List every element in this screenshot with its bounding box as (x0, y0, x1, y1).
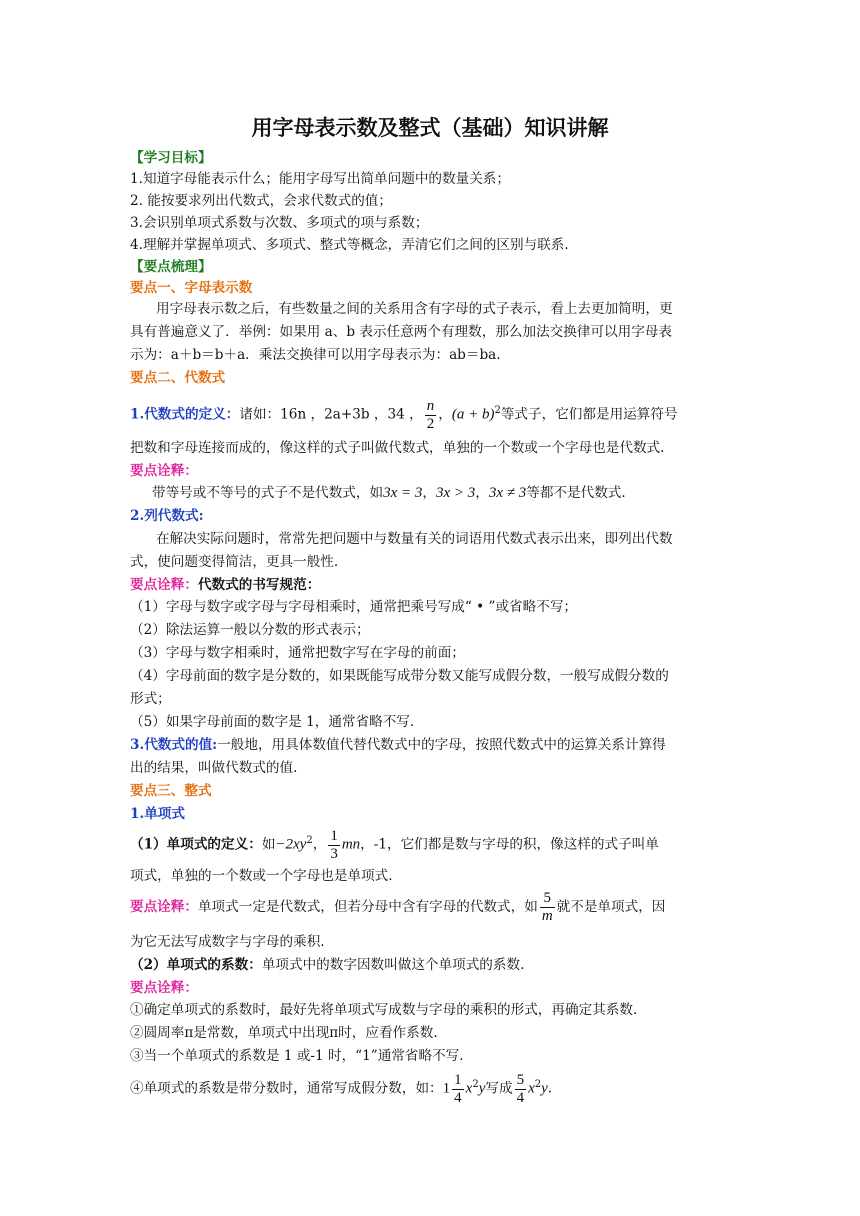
note-label-2: 要点诠释： (130, 980, 198, 996)
writing-rules-heading: 要点诠释：代数式的书写规范： (130, 577, 321, 593)
monomial-example-2: mn (341, 836, 361, 853)
goal-item-2: 2. 能按要求列出代数式，会求代数式的值； (130, 193, 392, 209)
expr-a-plus-b: (a + b) (451, 406, 495, 423)
section1-line-1: 用字母表示数之后，有些数量之间的关系用含有字母的式子表示，看上去更加简明，更 (156, 301, 673, 317)
definition-label: 1.代数式的定义： (130, 406, 240, 423)
section2-heading: 要点二、代数式 (130, 370, 226, 386)
fraction-n-over-2: $\frac{n}{2}$ (426, 397, 435, 432)
inequality-1: 3x > 3 (435, 485, 476, 501)
monomial-note-line-2: 为它无法写成数字与字母的乘积. (130, 934, 325, 950)
list-expr-line-2: 式，使问题变得简洁，更具一般性. (130, 554, 339, 570)
fraction-5-over-4: $\frac{5}{4}$ (516, 1071, 525, 1106)
coefficient-item-4: ④单项式的系数是带分数时，通常写成假分数，如：1 $\frac{1}{4}$ $x^2y$写成 $\frac{5}{4}$ $x^2y$. (130, 1071, 553, 1106)
list-expr-line-1: 在解决实际问题时，常常先把问题中与数量有关的词语用代数式表示出来，即列出代数 (156, 531, 673, 547)
mixed-number-fraction: $\frac{1}{4}$ (454, 1071, 462, 1106)
note-equations: 带等号或不等号的式子不是代数式，如3x = 3，3x > 3，3x ≠ 3等都不是代数式. (152, 485, 626, 501)
goal-item-3: 3.会识别单项式系数与次数、多项式的项与系数； (130, 215, 429, 231)
writing-rule-2: （2）除法运算一般以分数的形式表示； (130, 622, 370, 638)
note-label-1: 要点诠释： (130, 463, 198, 479)
monomial-definition-line-2: 项式，单独的一个数或一个字母也是单项式. (130, 868, 393, 884)
page-title: 用字母表示数及整式（基础）知识讲解 (251, 115, 609, 140)
monomial-note: 要点诠释：单项式一定是代数式，但若分母中含有字母的代数式，如 $\frac{5}{m}$ 就不是单项式，因 (130, 890, 666, 924)
goal-item-4: 4.理解并掌握单项式、多项式、整式等概念，弄清它们之间的区别与联系. (130, 237, 569, 253)
fraction-one-third: $\frac{1}{3}$ (330, 827, 338, 862)
goal-item-1: 1.知道字母能表示什么；能用字母写出简单问题中的数量关系； (130, 171, 510, 187)
goals-heading: 【学习目标】 (130, 150, 212, 166)
algebraic-expr-definition: 1.代数式的定义：诸如：16n ，2a+3b ，34 ， $\frac{n}{2}$ ，$(a + b)^2$等式子，它们都是用运算符号 (130, 397, 678, 432)
list-expr-label: 2.列代数式: (130, 508, 204, 524)
writing-rule-3: （3）字母与数字相乘时，通常把数字写在字母的前面； (130, 645, 465, 661)
monomial-example-1: −2xy (275, 836, 307, 853)
coefficient-item-2: ②圆周率π是常数，单项式中出现π时，应看作系数. (130, 1025, 438, 1041)
monomial-subheading: 1.单项式 (130, 806, 185, 822)
definition-line-2: 把数和字母连接而成的，像这样的式子叫做代数式，单独的一个数或一个字母也是代数式. (130, 440, 665, 456)
section1-line-2: 具有普遍意义了．举例：如果用 a、b 表示任意两个有理数，那么加法交换律可以用字母表 (130, 324, 673, 340)
definition-examples: 诸如：16n ，2a+3b ，34 ， (239, 406, 423, 423)
equation-1: 3x = 3 (383, 485, 423, 501)
writing-rule-1: （1）字母与数字或字母与字母相乘时，通常把乘号写成“ • ”或省略不写； (130, 599, 578, 615)
mixed-number-whole: 1 (442, 1080, 451, 1097)
expr-value-line-1: 3.代数式的值:一般地，用具体数值代替代数式中的字母，按照代数式中的运算关系计算得 (130, 737, 666, 753)
fraction-5-over-m: $\frac{5}{m}$ (541, 890, 553, 924)
writing-rule-4: （4）字母前面的数字是分数的，如果既能写成带分数又能写成假分数，一般写成假分数的 (130, 668, 669, 684)
expr-value-line-2: 出的结果，叫做代数式的值. (130, 760, 298, 776)
monomial-definition: （1）单项式的定义：如$-2xy^2$， $\frac{1}{3}$ mn，-1，它们都是数与字母的积，像这样的式子叫单 (130, 827, 659, 862)
coefficient-item-1: ①确定单项式的系数时，最好先将单项式写成数与字母的乘积的形式，再确定其系数. (130, 1002, 638, 1018)
coefficient-item-3: ③当一个单项式的系数是 1 或-1 时，“1”通常省略不写. (130, 1048, 464, 1064)
writing-rule-4-cont: 形式； (130, 691, 171, 707)
summary-heading: 【要点梳理】 (130, 259, 212, 275)
section3-heading: 要点三、整式 (130, 783, 212, 799)
definition-tail: 等式子，它们都是用运算符号 (500, 406, 678, 423)
section1-heading: 要点一、字母表示数 (130, 280, 253, 296)
section1-line-3: 示为：a＋b＝b＋a．乘法交换律可以用字母表示为：ab＝ba. (130, 347, 501, 363)
monomial-coefficient: （2）单项式的系数：单项式中的数字因数叫做这个单项式的系数. (130, 957, 525, 973)
inequality-2: 3x ≠ 3 (488, 485, 527, 501)
writing-rule-5: （5）如果字母前面的数字是 1，通常省略不写. (130, 714, 415, 730)
